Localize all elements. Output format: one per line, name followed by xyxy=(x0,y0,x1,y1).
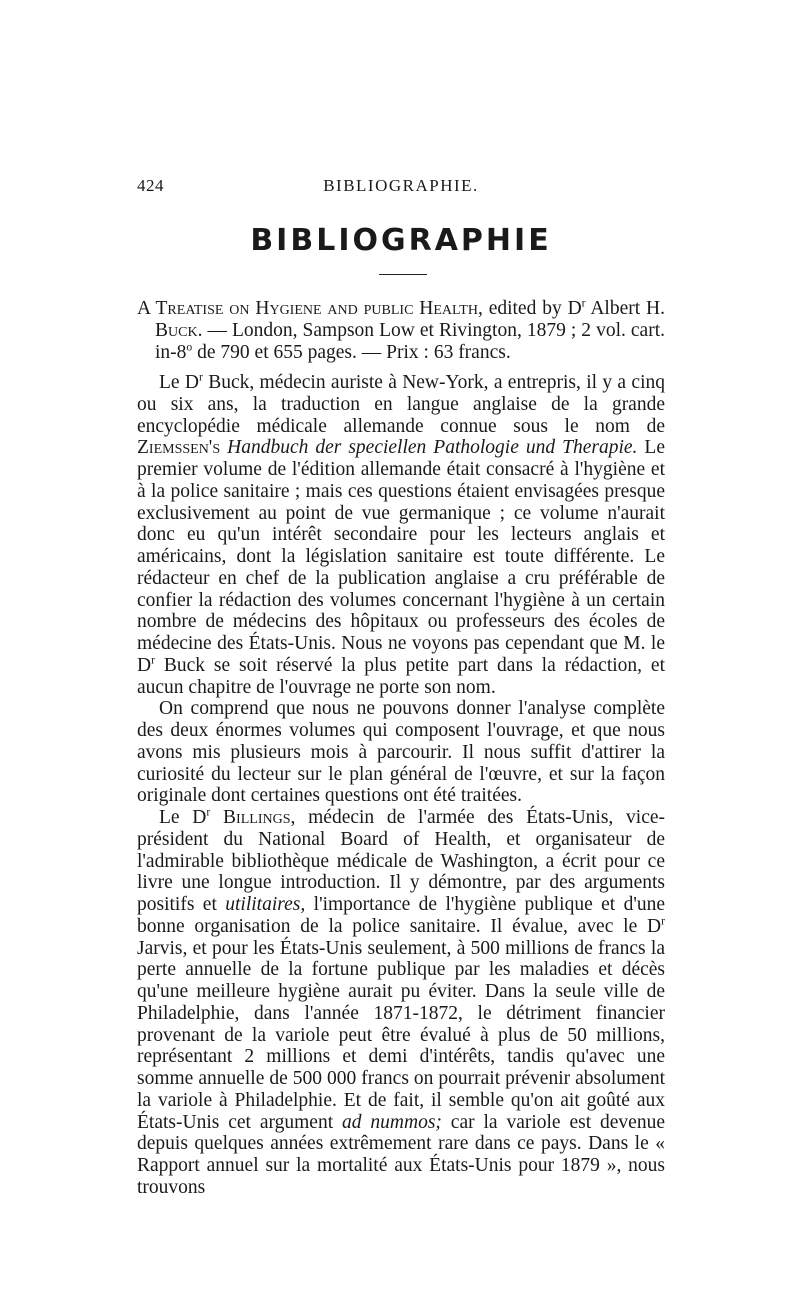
p1-text-f: Buck se soit réservé la plus petite part dans la rédaction, et aucun chapitre de l'ouvrage ne porte son nom. xyxy=(137,654,665,698)
reference-degree-sup: o xyxy=(186,340,193,353)
p3-ad-nummos: ad nummos; xyxy=(342,1111,442,1133)
reference-pages: de 790 et 655 pages. — Prix : 63 francs. xyxy=(192,341,511,363)
p1-sup-e: r xyxy=(151,653,155,667)
reference-title: A Treatise on Hygiene and public Health, xyxy=(137,298,483,319)
running-header xyxy=(137,176,665,200)
title-rule xyxy=(379,274,427,275)
reference-imprint: — London, Sampson Low et Rivington, 1879 ; 2 vol. cart. in-8 xyxy=(155,319,665,363)
paragraph-2: On comprend que nous ne pouvons donner l'analyse complète des deux énormes volumes qui composent l'ouvrage, et que nous avons mis plusieurs mois à parcourir. Il nous suffit d'attirer la curiosité du lecteur sur le plan général de l'œuvre, et sur la façon originale dont certaines questions ont été traitées. xyxy=(137,698,665,807)
paragraph-1 xyxy=(137,372,665,698)
bibliographic-reference xyxy=(137,298,665,363)
p3-text-a: Le D xyxy=(159,807,207,828)
p3-sup-a: r xyxy=(206,805,211,819)
p1-ziemssen: Ziemssen's xyxy=(137,437,221,459)
page-number: 424 xyxy=(137,176,164,195)
p3-text-e: l'importance de l'hygiène publique et d'une bonne organisation de la police sanitaire. Il évalue, avec le D xyxy=(137,894,665,937)
section-title: BIBLIOGRAPHIE xyxy=(250,223,552,258)
reference-dr-sup: r xyxy=(581,296,586,310)
p1-sup-a: r xyxy=(198,370,203,384)
paragraph-3 xyxy=(137,807,665,1199)
p3-text-f: Jarvis, et pour les États-Unis seulement, à 500 millions de francs la perte annuelle de la fortune publique par les maladies et décès qu'une meilleure hygiène aurait pu éviter. Dans la seule ville de Philadelphie, dans l'année 1871-1872, le détriment financier provenant de la variole peut être évalué à plus de 50 millions, représentant 2 millions et demi d'intérêts, tandis qu'avec une somme annuelle de 500 000 francs on pourrait prévenir absolument la variole à Philadelphie. Et de fait, il semble qu'on ait goûté aux États-Unis cet argument xyxy=(137,937,665,1133)
p3-sup-e: r xyxy=(661,914,665,928)
reference-editor-first: Albert H. xyxy=(585,298,665,319)
p1-text-a: Le D xyxy=(159,372,199,393)
p1-handbuch-title: Handbuch der speciellen Pathologie und Therapie. xyxy=(227,437,638,459)
p3-billings: Billings, xyxy=(223,807,296,828)
reference-edited-by: edited by D xyxy=(482,298,582,319)
p1-text-e: Le premier volume de l'édition allemande était consacré à l'hygiène et à la police sanitaire ; mais ces questions étaient envisagées presque exclusivement au point de vue germanique ; ce volume n'aurait donc eu qu'un intérêt secondaire pour les lecteurs anglais et américains, dont la législation sanitaire est toute différente. Le rédacteur en chef de la publication anglaise a cru préférable de confier la rédaction des volumes concernant l'hygiène à un certain nombre de médecins des hôpitaux ou professeurs des écoles de médecine des États-Unis. Nous ne voyons pas cependant que M. le D xyxy=(137,437,665,676)
p1-text-b: Buck, médecin auriste à New-York, a entrepris, il y a cinq ou six ans, la traduction en langue anglaise de la grande encyclopédie médicale allemande connue sous le nom de xyxy=(137,372,665,437)
p3-utilitaires: utilitaires, xyxy=(225,894,306,915)
article-body xyxy=(137,372,665,1199)
running-title: BIBLIOGRAPHIE. xyxy=(323,176,479,195)
p3-text-c: médecin de l'armée des États-Unis, vice-président du National Board of Health, et organisateur de l'admirable bibliothèque médicale de Washington, a écrit pour ce livre une longue introduction. Il y démontre, par des arguments positifs et xyxy=(137,807,665,915)
reference-editor-last: Buck. xyxy=(155,319,203,341)
p3-text-h: car la variole est devenue depuis quelques années extrêmement rare dans ce pays. Dans le « Rapport annuel sur la mortalité aux États-Unis pour 1879 », nous trouvons xyxy=(137,1111,665,1198)
